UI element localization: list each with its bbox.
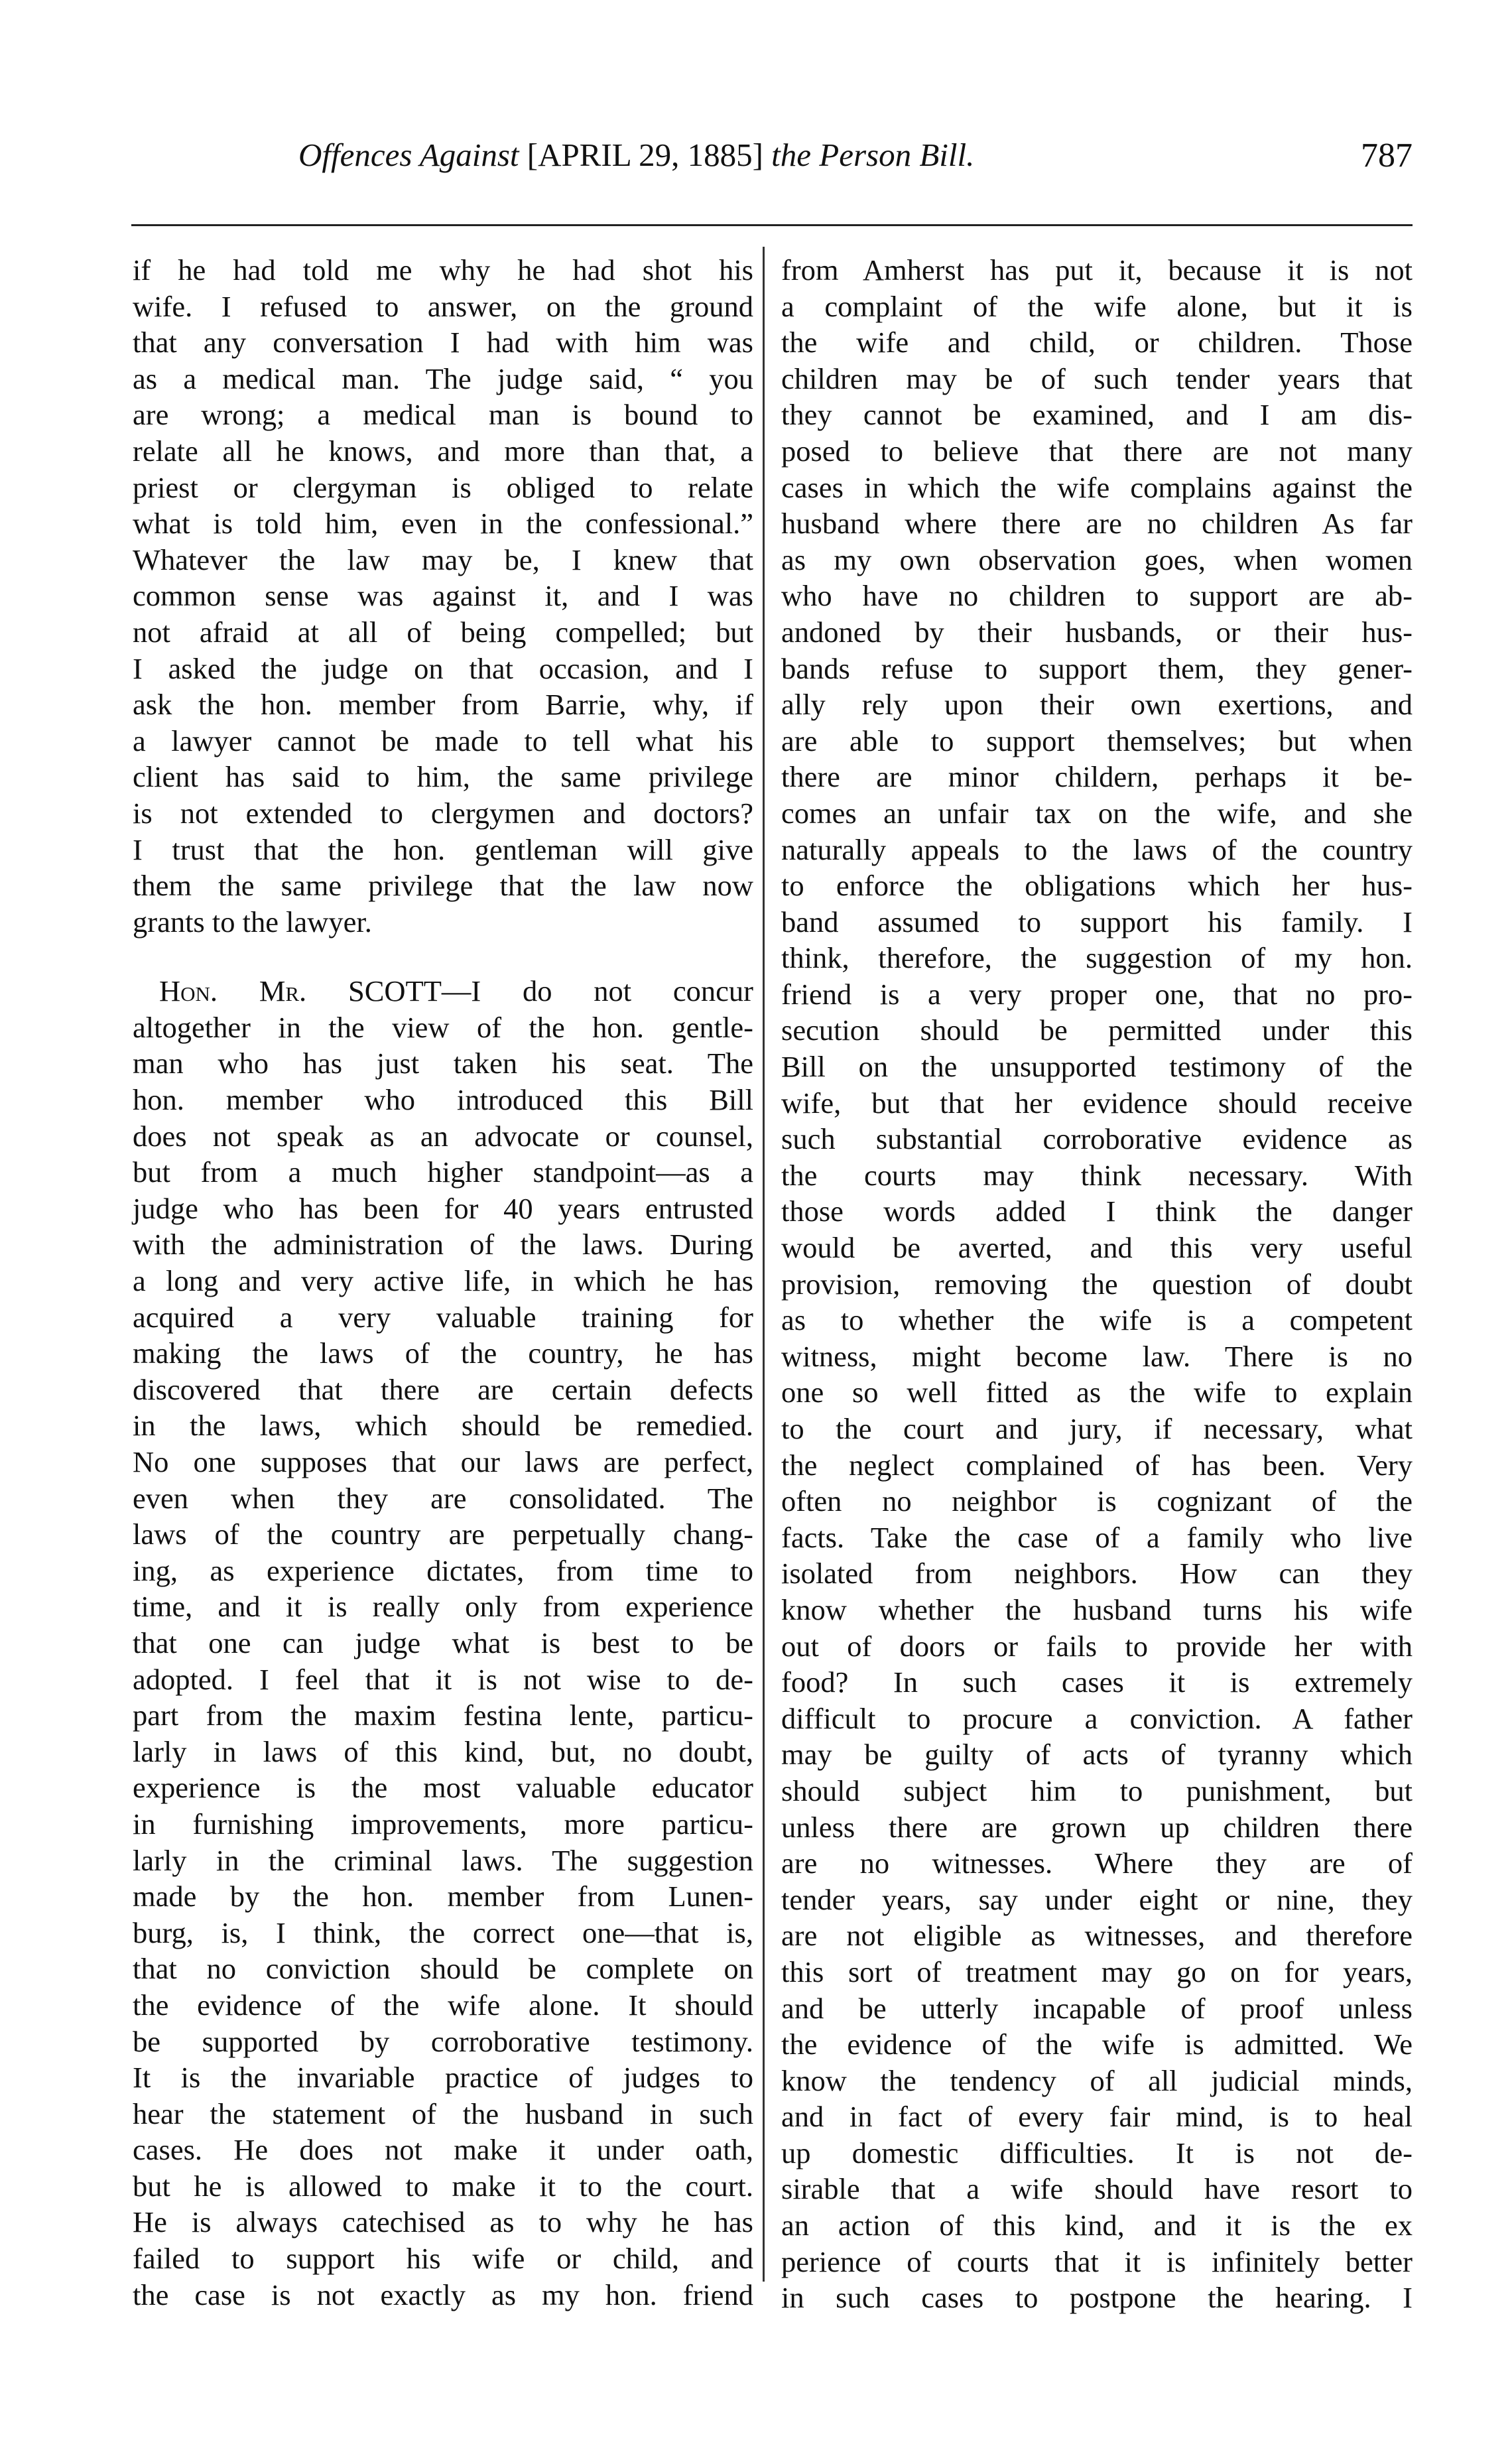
text-line: may be guilty of acts of tyranny which bbox=[781, 1738, 1413, 1772]
text-line: food? In such cases it is extremely bbox=[781, 1665, 1413, 1699]
text-line: and in fact of every fair mind, is to heal bbox=[781, 2100, 1413, 2134]
text-line: hon. member who introduced this Bill bbox=[133, 1083, 753, 1117]
text-line: He is always catechised as to why he has bbox=[133, 2205, 753, 2239]
text-line: common sense was against it, and I was bbox=[133, 579, 753, 613]
text-line: adopted. I feel that it is not wise to de- bbox=[133, 1662, 753, 1696]
text-line: It is the invariable practice of judges to bbox=[133, 2061, 753, 2095]
text-line: making the laws of the country, he has bbox=[133, 1336, 753, 1370]
running-header bbox=[133, 136, 1413, 182]
right-column bbox=[781, 252, 1413, 2316]
text-line: andoned by their husbands, or their hus- bbox=[781, 615, 1413, 649]
text-line: they cannot be examined, and I am dis- bbox=[781, 398, 1413, 432]
text-line: are not eligible as witnesses, and therefore bbox=[781, 1919, 1413, 1953]
text-line: in such cases to postpone the hearing. I bbox=[781, 2281, 1413, 2315]
text-line: wife. I refused to answer, on the ground bbox=[133, 289, 753, 323]
text-line: an action of this kind, and it is the ex bbox=[781, 2209, 1413, 2242]
text-line: Bill on the unsupported testimony of the bbox=[781, 1050, 1413, 1084]
text-line: facts. Take the case of a family who live bbox=[781, 1520, 1413, 1554]
page-number: 787 bbox=[1361, 137, 1413, 174]
text-line: the case is not exactly as my hon. friend bbox=[133, 2278, 753, 2311]
text-line: to the court and jury, if necessary, what bbox=[781, 1412, 1413, 1445]
text-line: comes an unfair tax on the wife, and she bbox=[781, 796, 1413, 830]
text-line: time, and it is really only from experience bbox=[133, 1590, 753, 1624]
text-line: judge who has been for 40 years entrusted bbox=[133, 1191, 753, 1225]
text-line: isolated from neighbors. How can they bbox=[781, 1557, 1413, 1590]
text-line: failed to support his wife or child, and bbox=[133, 2242, 753, 2276]
text-line: I asked the judge on that occasion, and I bbox=[133, 651, 753, 685]
left-column bbox=[133, 252, 753, 2313]
text-line: often no neighbor is cognizant of the bbox=[781, 1484, 1413, 1518]
text-line: altogether in the view of the hon. gentle- bbox=[133, 1010, 753, 1044]
text-line: but from a much higher standpoint—as a bbox=[133, 1155, 753, 1189]
text-line: friend is a very proper one, that no pro- bbox=[781, 977, 1413, 1011]
text-line: the wife and child, or children. Those bbox=[781, 326, 1413, 359]
text-line: Whatever the law may be, I knew that bbox=[133, 543, 753, 576]
text-line: out of doors or fails to provide her with bbox=[781, 1629, 1413, 1663]
text-line: burg, is, I think, the correct one—that is, bbox=[133, 1915, 753, 1949]
text-line: as my own observation goes, when women bbox=[781, 543, 1413, 576]
left-paragraph-2 bbox=[133, 973, 753, 2313]
left-paragraph-1 bbox=[133, 252, 753, 940]
text-line: those words added I think the danger bbox=[781, 1195, 1413, 1228]
text-line: man who has just taken his seat. The bbox=[133, 1047, 753, 1080]
text-line: up domestic difficulties. It is not de- bbox=[781, 2136, 1413, 2170]
text-line: as a medical man. The judge said, “ you bbox=[133, 361, 753, 395]
text-line: provision, removing the question of doubt bbox=[781, 1267, 1413, 1301]
text-line: experience is the most valuable educator bbox=[133, 1771, 753, 1805]
text-line: laws of the country are perpetually chang- bbox=[133, 1518, 753, 1551]
text-line: children may be of such tender years that bbox=[781, 361, 1413, 395]
text-line: does not speak as an advocate or counsel, bbox=[133, 1119, 753, 1153]
text-line: not afraid at all of being compelled; but bbox=[133, 615, 753, 649]
text-line: client has said to him, the same privilege bbox=[133, 760, 753, 794]
text-line: unless there are grown up children there bbox=[781, 1810, 1413, 1844]
text-line: relate all he knows, and more than that, a bbox=[133, 434, 753, 468]
text-line: larly in laws of this kind, but, no doubt, bbox=[133, 1734, 753, 1768]
text-line: grants to the lawyer. bbox=[133, 905, 372, 939]
text-line: posed to believe that there are not many bbox=[781, 434, 1413, 468]
text-line: perience of courts that it is infinitely better bbox=[781, 2244, 1413, 2278]
text-line: are no witnesses. Where they are of bbox=[781, 1846, 1413, 1880]
column-divider bbox=[763, 247, 765, 2282]
paragraph-gap bbox=[133, 940, 753, 973]
text-line: in furnishing improvements, more particu- bbox=[133, 1807, 753, 1841]
text-line: should subject him to punishment, but bbox=[781, 1774, 1413, 1807]
header-rule bbox=[131, 224, 1413, 226]
text-line: would be averted, and this very useful bbox=[781, 1231, 1413, 1265]
text-line: hear the statement of the husband in such bbox=[133, 2097, 753, 2130]
text-line: but he is allowed to make it to the court. bbox=[133, 2169, 753, 2203]
text-line: a complaint of the wife alone, but it is bbox=[781, 289, 1413, 323]
text-line: is not extended to clergymen and doctors? bbox=[133, 796, 753, 830]
text-line: I trust that the hon. gentleman will give bbox=[133, 832, 753, 866]
text-line: the evidence of the wife alone. It should bbox=[133, 1988, 753, 2022]
text-line: discovered that there are certain defects bbox=[133, 1372, 753, 1406]
text-line: secution should be permitted under this bbox=[781, 1013, 1413, 1047]
text-line: with the administration of the laws. During bbox=[133, 1228, 753, 1262]
text-line: husband where there are no children As far bbox=[781, 507, 1413, 541]
text-line: if he had told me why he had shot his bbox=[133, 253, 753, 287]
title-part-3: the Person Bill. bbox=[771, 137, 975, 173]
text-line: cases. He does not make it under oath, bbox=[133, 2133, 753, 2167]
text-line: what is told him, even in the confessional.” bbox=[133, 507, 753, 541]
text-line: even when they are consolidated. The bbox=[133, 1481, 753, 1515]
text-line: wife, but that her evidence should receive bbox=[781, 1086, 1413, 1120]
text-line: are able to support themselves; but when bbox=[781, 724, 1413, 757]
text-line: part from the maxim festina lente, particu- bbox=[133, 1699, 753, 1732]
text-line: that any conversation I had with him was bbox=[133, 326, 753, 359]
text-line: that one can judge what is best to be bbox=[133, 1626, 753, 1659]
text-line: from Amherst has put it, because it is not bbox=[781, 253, 1413, 287]
text-line: be supported by corroborative testimony. bbox=[133, 2024, 753, 2058]
text-line: sirable that a wife should have resort to bbox=[781, 2172, 1413, 2206]
speaker-line-text: —I do not concur bbox=[441, 974, 753, 1008]
text-line: acquired a very valuable training for bbox=[133, 1300, 753, 1334]
text-line: such substantial corroborative evidence as bbox=[781, 1122, 1413, 1156]
text-line: the neglect complained of has been. Very bbox=[781, 1448, 1413, 1482]
text-line: who have no children to support are ab- bbox=[781, 579, 1413, 613]
text-line: know whether the husband turns his wife bbox=[781, 1592, 1413, 1626]
text-line: that no conviction should be complete on bbox=[133, 1952, 753, 1986]
text-line: this sort of treatment may go on for years, bbox=[781, 1955, 1413, 1988]
text-line: ing, as experience dictates, from time to bbox=[133, 1553, 753, 1587]
text-line: in the laws, which should be remedied. bbox=[133, 1409, 753, 1443]
text-line: naturally appeals to the laws of the country bbox=[781, 832, 1413, 866]
text-line: No one supposes that our laws are perfect, bbox=[133, 1445, 753, 1478]
text-line: a long and very active life, in which he has bbox=[133, 1264, 753, 1298]
text-line: ask the hon. member from Barrie, why, if bbox=[133, 688, 753, 722]
text-line: the courts may think necessary. With bbox=[781, 1158, 1413, 1192]
text-line: larly in the criminal laws. The suggestion bbox=[133, 1843, 753, 1877]
text-line: difficult to procure a conviction. A father bbox=[781, 1701, 1413, 1735]
text-line: to enforce the obligations which her hus- bbox=[781, 869, 1413, 903]
text-line: there are minor childern, perhaps it be- bbox=[781, 760, 1413, 794]
text-line: the evidence of the wife is admitted. We bbox=[781, 2028, 1413, 2061]
text-line: think, therefore, the suggestion of my hon. bbox=[781, 941, 1413, 975]
running-title bbox=[298, 136, 974, 174]
text-line: ally rely upon their own exertions, and bbox=[781, 688, 1413, 722]
title-date: [APRIL 29, 1885] bbox=[519, 137, 772, 173]
text-line: know the tendency of all judicial minds, bbox=[781, 2063, 1413, 2097]
text-line: made by the hon. member from Lunen- bbox=[133, 1880, 753, 1913]
text-line: cases in which the wife complains against the bbox=[781, 470, 1413, 504]
text-line: a lawyer cannot be made to tell what his bbox=[133, 724, 753, 757]
text-line: priest or clergyman is obliged to relate bbox=[133, 470, 753, 504]
text-line: tender years, say under eight or nine, they bbox=[781, 1882, 1413, 1916]
speaker-line bbox=[133, 973, 753, 1009]
text-line: bands refuse to support them, they gener- bbox=[781, 651, 1413, 685]
text-line: them the same privilege that the law now bbox=[133, 869, 753, 903]
text-line: are wrong; a medical man is bound to bbox=[133, 398, 753, 432]
text-line: witness, might become law. There is no bbox=[781, 1339, 1413, 1373]
speaker-name: Hon. Mr. SCOTT bbox=[159, 974, 442, 1008]
text-line: one so well fitted as the wife to explain bbox=[781, 1376, 1413, 1409]
text-line: and be utterly incapable of proof unless bbox=[781, 1991, 1413, 2025]
title-part-1: Offences Against bbox=[298, 137, 519, 173]
text-line: band assumed to support his family. I bbox=[781, 905, 1413, 939]
text-line: as to whether the wife is a competent bbox=[781, 1303, 1413, 1337]
